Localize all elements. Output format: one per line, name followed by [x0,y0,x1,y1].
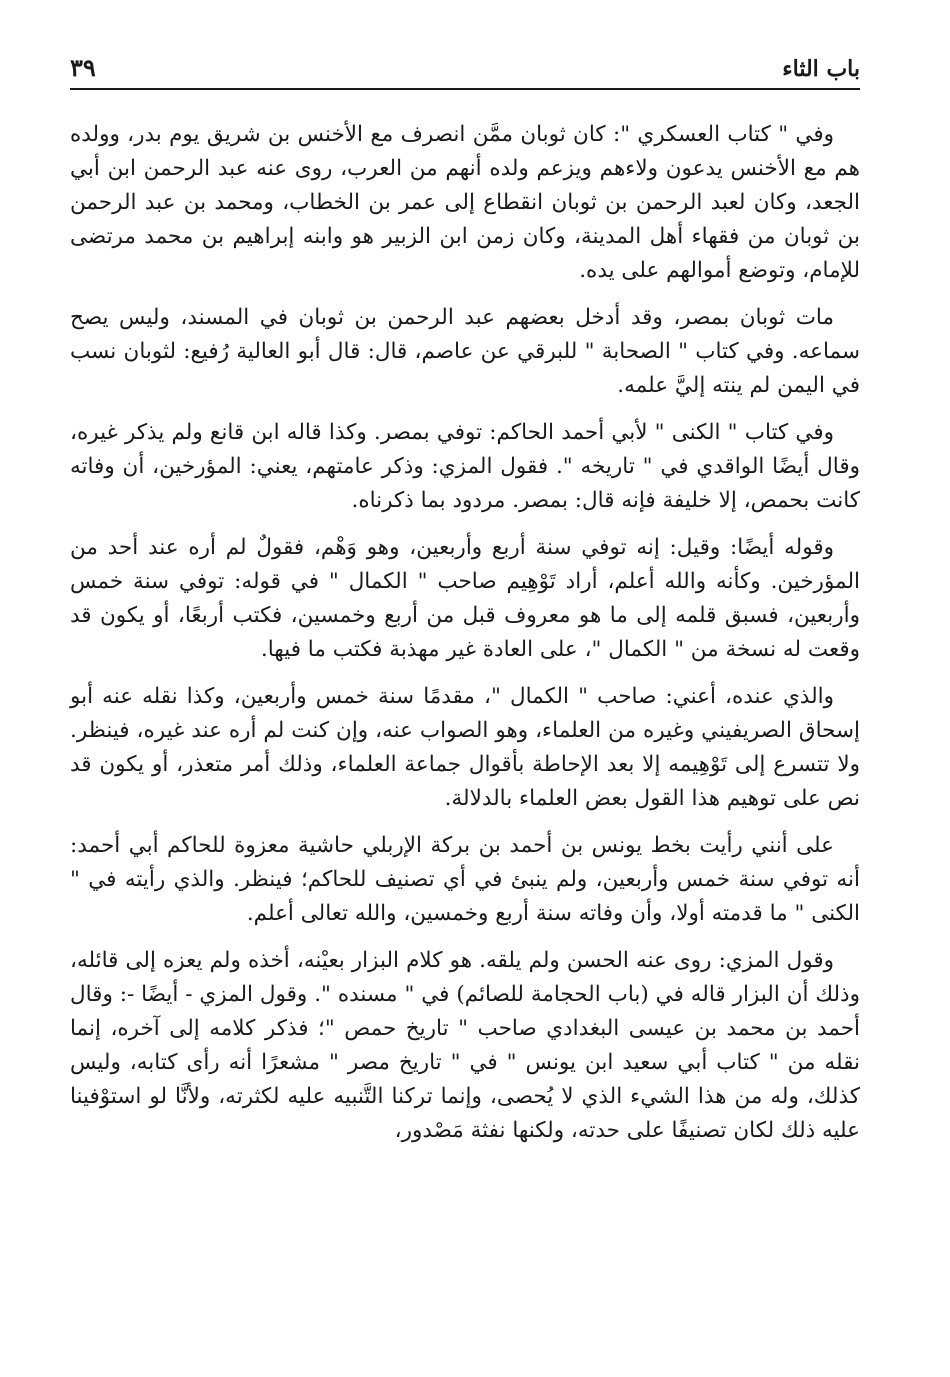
paragraph-1: وفي " كتاب العسكري ": كان ثوبان ممَّن انصرف مع الأخنس بن شريق يوم بدر، وولده هم مع الأخنس يدعون ولاءهم ويزعم ولده أنهم من العرب، روى عنه عبد الرحمن ابن أبي الجعد، وكان لعبد الرحمن بن ثوبان انقطاع إلى عمر بن الخطاب، ومحمد بن عبد الرحمن بن ثوبان من فقهاء أهل المدينة، وكان زمن ابن الزبير هو وابنه إبراهيم بن محمد مرتضى للإمام، وتوضع أموالهم على يده. [70,122,860,283]
body-text [70,118,860,1148]
paragraph-4: وقوله أيضًا: وقيل: إنه توفي سنة أربع وأربعين، وهو وَهْم، فقولٌ لم أره عند أحد من المؤرخين. وكأنه والله أعلم، أراد تَوْهِيم صاحب " الكمال " في قوله: توفي سنة خمس وأربعين، فسبق قلمه إلى ما هو معروف قبل من أربع وخمسين، فكتب أربعًا، أو يكون قد وقعت له نسخة من " الكمال "، على العادة غير مهذبة فكتب ما فيها. [70,535,860,662]
paragraph-5: والذي عنده، أعني: صاحب " الكمال "، مقدمًا سنة خمس وأربعين، وكذا نقله عنه أبو إسحاق الصريفيني وغيره من العلماء، وهو الصواب عنه، وإن كنت لم أره عند غيره، فينظر. ولا تتسرع إلى تَوْهِيمه إلا بعد الإحاطة بأقوال جماعة العلماء، وذلك أمر متعذر، أو يكون قد نص على توهيم هذا القول بعض العلماء بالدلالة. [70,684,860,811]
paragraph-2: مات ثوبان بمصر، وقد أدخل بعضهم عبد الرحمن بن ثوبان في المسند، وليس يصح سماعه. وفي كتاب " الصحابة " للبرقي عن عاصم، قال: قال أبو العالية رُفيع: لثوبان نسب في اليمن لم ينته إليَّ علمه. [70,305,860,398]
running-header [70,40,860,90]
book-page [70,40,860,1340]
paragraph-6: على أنني رأيت بخط يونس بن أحمد بن بركة الإربلي حاشية معزوة للحاكم أبي أحمد: أنه توفي سنة خمس وأربعين، ولم ينبئ في أي تصنيف للحاكم؛ فينظر. والذي رأيته في " الكنى " ما قدمته أولا، وأن وفاته سنة أربع وخمسين، والله تعالى أعلم. [70,833,860,926]
chapter-title: باب الثاء [782,56,860,82]
paragraph-3: وفي كتاب " الكنى " لأبي أحمد الحاكم: توفي بمصر. وكذا قاله ابن قانع ولم يذكر غيره، وقال أيضًا الواقدي في " تاريخه ". فقول المزي: وذكر عامتهم، يعني: المؤرخين، أن وفاته كانت بحمص، إلا خليفة فإنه قال: بمصر. مردود بما ذكرناه. [70,420,860,513]
paragraph-7: وقول المزي: روى عنه الحسن ولم يلقه. هو كلام البزار بعيْنه، أخذه ولم يعزه إلى قائله، وذلك أن البزار قاله في (باب الحجامة للصائم) في " مسنده ". وقول المزي - أيضًا -: وقال أحمد بن محمد بن عيسى البغدادي صاحب " تاريخ حمص "؛ فذكر كلامه إلى آخره، إنما نقله من " كتاب أبي سعيد ابن يونس " في " تاريخ مصر " مشعرًا أنه رأى كتابه، وليس كذلك، وله من هذا الشيء الذي لا يُحصى، وإنما تركنا التَّنبيه عليه لكثرته، ولأنَّا لو استوْفينا عليه ذلك لكان تصنيفًا على حدته، ولكنها نفثة مَصْدور، [70,948,860,1143]
page-number: ٣٩ [70,53,96,82]
